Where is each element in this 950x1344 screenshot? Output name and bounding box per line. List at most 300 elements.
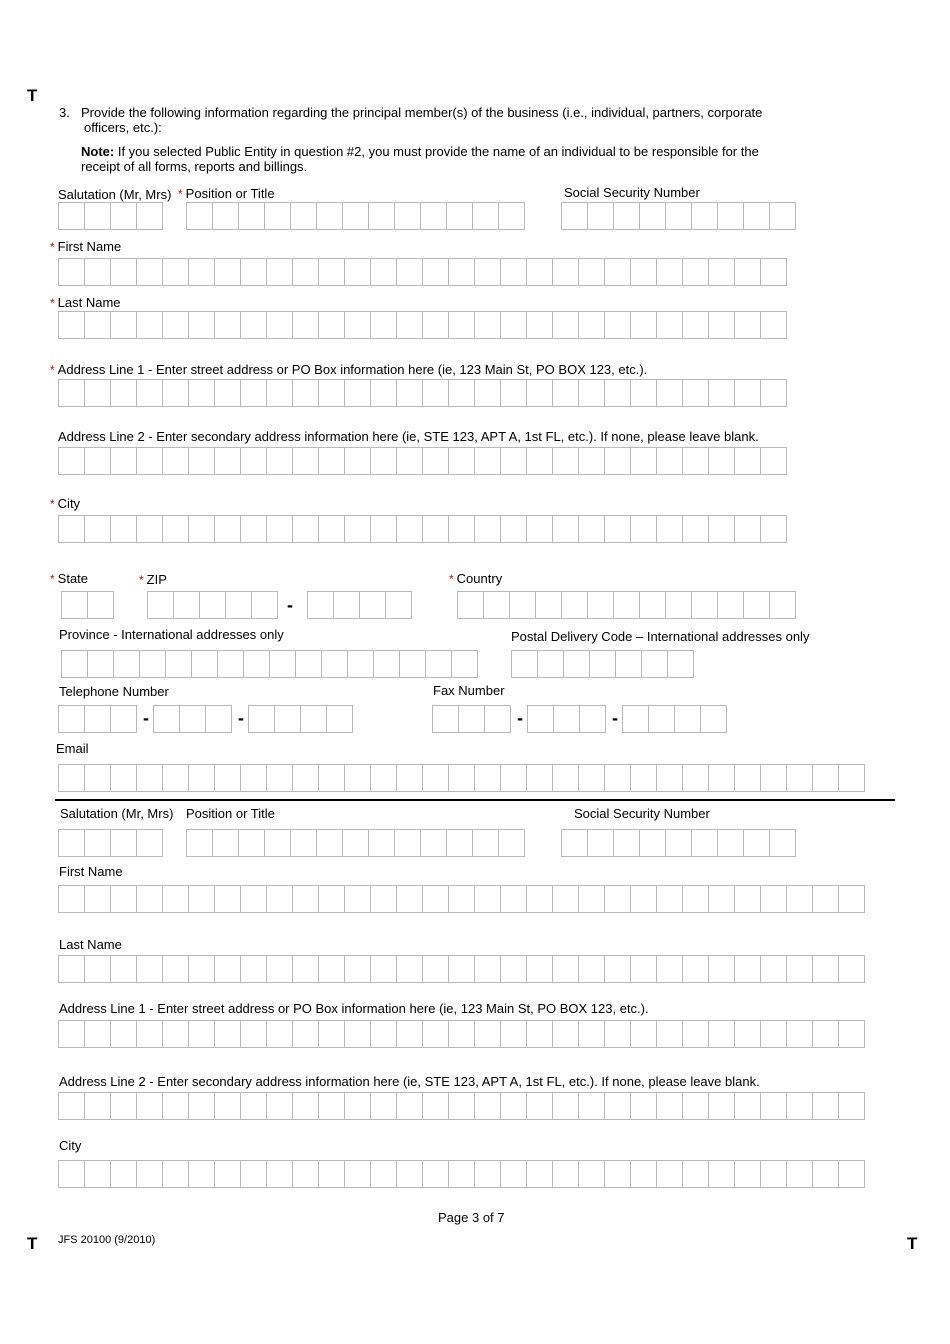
char-box[interactable] (295, 650, 322, 678)
char-box[interactable] (368, 202, 395, 230)
char-box[interactable] (760, 515, 787, 543)
char-box[interactable] (266, 311, 293, 339)
char-box[interactable] (630, 955, 657, 983)
char-box[interactable] (708, 1160, 735, 1188)
address-line2-field-2[interactable] (58, 1092, 864, 1120)
char-box[interactable] (656, 1020, 683, 1048)
char-box[interactable] (370, 311, 397, 339)
char-box[interactable] (604, 1092, 631, 1120)
char-box[interactable] (110, 764, 137, 792)
char-box[interactable] (448, 447, 475, 475)
country-field[interactable] (457, 591, 795, 619)
char-box[interactable] (630, 885, 657, 913)
char-box[interactable] (589, 650, 616, 678)
char-box[interactable] (292, 955, 319, 983)
char-box[interactable] (344, 955, 371, 983)
char-box[interactable] (734, 885, 761, 913)
char-box[interactable] (214, 379, 241, 407)
char-box[interactable] (552, 379, 579, 407)
telephone-line-field[interactable] (248, 705, 352, 733)
char-box[interactable] (136, 829, 163, 857)
char-box[interactable] (474, 1160, 501, 1188)
char-box[interactable] (604, 515, 631, 543)
char-box[interactable] (446, 829, 473, 857)
char-box[interactable] (425, 650, 452, 678)
char-box[interactable] (248, 705, 275, 733)
char-box[interactable] (396, 885, 423, 913)
salutation-field[interactable] (58, 202, 162, 230)
char-box[interactable] (162, 311, 189, 339)
char-box[interactable] (342, 829, 369, 857)
char-box[interactable] (370, 447, 397, 475)
char-box[interactable] (734, 764, 761, 792)
char-box[interactable] (812, 1092, 839, 1120)
char-box[interactable] (786, 1020, 813, 1048)
char-box[interactable] (500, 379, 527, 407)
char-box[interactable] (526, 1160, 553, 1188)
char-box[interactable] (136, 1160, 163, 1188)
char-box[interactable] (769, 829, 796, 857)
char-box[interactable] (708, 1020, 735, 1048)
char-box[interactable] (422, 764, 449, 792)
char-box[interactable] (448, 258, 475, 286)
char-box[interactable] (318, 258, 345, 286)
char-box[interactable] (136, 764, 163, 792)
char-box[interactable] (396, 1092, 423, 1120)
char-box[interactable] (58, 764, 85, 792)
char-box[interactable] (708, 885, 735, 913)
char-box[interactable] (84, 202, 111, 230)
char-box[interactable] (394, 829, 421, 857)
char-box[interactable] (58, 515, 85, 543)
char-box[interactable] (630, 311, 657, 339)
char-box[interactable] (613, 829, 640, 857)
char-box[interactable] (422, 515, 449, 543)
char-box[interactable] (838, 885, 865, 913)
char-box[interactable] (188, 1092, 215, 1120)
char-box[interactable] (691, 591, 718, 619)
char-box[interactable] (708, 311, 735, 339)
char-box[interactable] (457, 591, 484, 619)
position-field[interactable] (186, 202, 524, 230)
char-box[interactable] (511, 650, 538, 678)
char-box[interactable] (199, 591, 226, 619)
char-box[interactable] (552, 1020, 579, 1048)
char-box[interactable] (786, 1092, 813, 1120)
char-box[interactable] (316, 202, 343, 230)
char-box[interactable] (110, 829, 137, 857)
char-box[interactable] (613, 202, 640, 230)
char-box[interactable] (58, 705, 85, 733)
char-box[interactable] (214, 764, 241, 792)
city-field-2[interactable] (58, 1160, 864, 1188)
char-box[interactable] (292, 1020, 319, 1048)
char-box[interactable] (812, 955, 839, 983)
char-box[interactable] (708, 379, 735, 407)
char-box[interactable] (448, 515, 475, 543)
char-box[interactable] (656, 1160, 683, 1188)
char-box[interactable] (760, 764, 787, 792)
char-box[interactable] (578, 1092, 605, 1120)
char-box[interactable] (58, 829, 85, 857)
char-box[interactable] (179, 705, 206, 733)
char-box[interactable] (136, 379, 163, 407)
char-box[interactable] (188, 1020, 215, 1048)
char-box[interactable] (292, 515, 319, 543)
char-box[interactable] (214, 1160, 241, 1188)
char-box[interactable] (656, 955, 683, 983)
char-box[interactable] (474, 515, 501, 543)
char-box[interactable] (604, 447, 631, 475)
char-box[interactable] (552, 311, 579, 339)
char-box[interactable] (578, 885, 605, 913)
char-box[interactable] (760, 955, 787, 983)
char-box[interactable] (396, 379, 423, 407)
char-box[interactable] (188, 1160, 215, 1188)
char-box[interactable] (656, 515, 683, 543)
char-box[interactable] (214, 447, 241, 475)
char-box[interactable] (448, 764, 475, 792)
char-box[interactable] (526, 764, 553, 792)
char-box[interactable] (136, 955, 163, 983)
char-box[interactable] (682, 955, 709, 983)
char-box[interactable] (484, 705, 511, 733)
char-box[interactable] (760, 1020, 787, 1048)
char-box[interactable] (838, 1020, 865, 1048)
char-box[interactable] (188, 764, 215, 792)
char-box[interactable] (526, 885, 553, 913)
char-box[interactable] (292, 447, 319, 475)
char-box[interactable] (370, 955, 397, 983)
char-box[interactable] (58, 955, 85, 983)
char-box[interactable] (743, 202, 770, 230)
char-box[interactable] (838, 764, 865, 792)
last-name-field-2[interactable] (58, 955, 864, 983)
char-box[interactable] (110, 885, 137, 913)
char-box[interactable] (212, 202, 239, 230)
char-box[interactable] (344, 1160, 371, 1188)
char-box[interactable] (422, 1160, 449, 1188)
char-box[interactable] (769, 591, 796, 619)
char-box[interactable] (578, 447, 605, 475)
ssn-field[interactable] (561, 202, 795, 230)
char-box[interactable] (552, 1092, 579, 1120)
char-box[interactable] (292, 764, 319, 792)
char-box[interactable] (318, 379, 345, 407)
zip-plus4-field[interactable] (307, 591, 411, 619)
address-line1-field[interactable] (58, 379, 786, 407)
char-box[interactable] (162, 1092, 189, 1120)
char-box[interactable] (656, 258, 683, 286)
char-box[interactable] (500, 1092, 527, 1120)
char-box[interactable] (422, 311, 449, 339)
char-box[interactable] (665, 202, 692, 230)
char-box[interactable] (318, 515, 345, 543)
char-box[interactable] (561, 591, 588, 619)
char-box[interactable] (552, 515, 579, 543)
char-box[interactable] (84, 258, 111, 286)
char-box[interactable] (58, 447, 85, 475)
char-box[interactable] (370, 885, 397, 913)
char-box[interactable] (578, 764, 605, 792)
char-box[interactable] (786, 764, 813, 792)
char-box[interactable] (58, 311, 85, 339)
char-box[interactable] (188, 447, 215, 475)
address-line2-field[interactable] (58, 447, 786, 475)
char-box[interactable] (399, 650, 426, 678)
char-box[interactable] (535, 591, 562, 619)
char-box[interactable] (110, 1020, 137, 1048)
char-box[interactable] (300, 705, 327, 733)
char-box[interactable] (396, 258, 423, 286)
char-box[interactable] (136, 258, 163, 286)
char-box[interactable] (630, 515, 657, 543)
char-box[interactable] (162, 955, 189, 983)
char-box[interactable] (214, 885, 241, 913)
char-box[interactable] (205, 705, 232, 733)
char-box[interactable] (700, 705, 727, 733)
char-box[interactable] (500, 258, 527, 286)
char-box[interactable] (240, 258, 267, 286)
char-box[interactable] (318, 311, 345, 339)
char-box[interactable] (682, 379, 709, 407)
char-box[interactable] (136, 885, 163, 913)
char-box[interactable] (251, 591, 278, 619)
char-box[interactable] (396, 447, 423, 475)
char-box[interactable] (630, 447, 657, 475)
char-box[interactable] (188, 885, 215, 913)
char-box[interactable] (604, 311, 631, 339)
char-box[interactable] (266, 258, 293, 286)
char-box[interactable] (110, 705, 137, 733)
fax-area-code-field[interactable] (432, 705, 510, 733)
char-box[interactable] (526, 1092, 553, 1120)
char-box[interactable] (474, 1092, 501, 1120)
char-box[interactable] (214, 515, 241, 543)
char-box[interactable] (110, 258, 137, 286)
char-box[interactable] (691, 202, 718, 230)
char-box[interactable] (708, 447, 735, 475)
char-box[interactable] (84, 311, 111, 339)
char-box[interactable] (370, 515, 397, 543)
char-box[interactable] (615, 650, 642, 678)
char-box[interactable] (344, 311, 371, 339)
char-box[interactable] (214, 311, 241, 339)
salutation-field-2[interactable] (58, 829, 162, 857)
position-field-2[interactable] (186, 829, 524, 857)
char-box[interactable] (188, 258, 215, 286)
char-box[interactable] (682, 764, 709, 792)
char-box[interactable] (472, 202, 499, 230)
char-box[interactable] (579, 705, 606, 733)
char-box[interactable] (622, 705, 649, 733)
char-box[interactable] (326, 705, 353, 733)
char-box[interactable] (500, 1160, 527, 1188)
char-box[interactable] (274, 705, 301, 733)
char-box[interactable] (451, 650, 478, 678)
char-box[interactable] (458, 705, 485, 733)
char-box[interactable] (674, 705, 701, 733)
char-box[interactable] (396, 311, 423, 339)
char-box[interactable] (373, 650, 400, 678)
char-box[interactable] (474, 885, 501, 913)
char-box[interactable] (812, 1020, 839, 1048)
char-box[interactable] (422, 955, 449, 983)
char-box[interactable] (734, 955, 761, 983)
char-box[interactable] (243, 650, 270, 678)
char-box[interactable] (641, 650, 668, 678)
char-box[interactable] (292, 1092, 319, 1120)
char-box[interactable] (110, 1160, 137, 1188)
char-box[interactable] (240, 447, 267, 475)
char-box[interactable] (786, 955, 813, 983)
char-box[interactable] (84, 955, 111, 983)
char-box[interactable] (84, 379, 111, 407)
char-box[interactable] (136, 515, 163, 543)
char-box[interactable] (717, 202, 744, 230)
char-box[interactable] (58, 258, 85, 286)
char-box[interactable] (639, 591, 666, 619)
char-box[interactable] (578, 258, 605, 286)
char-box[interactable] (162, 885, 189, 913)
char-box[interactable] (708, 515, 735, 543)
char-box[interactable] (667, 650, 694, 678)
char-box[interactable] (527, 705, 554, 733)
char-box[interactable] (717, 591, 744, 619)
char-box[interactable] (639, 202, 666, 230)
char-box[interactable] (509, 591, 536, 619)
char-box[interactable] (587, 591, 614, 619)
char-box[interactable] (110, 515, 137, 543)
char-box[interactable] (84, 1160, 111, 1188)
char-box[interactable] (191, 650, 218, 678)
char-box[interactable] (316, 829, 343, 857)
char-box[interactable] (760, 1160, 787, 1188)
char-box[interactable] (58, 1092, 85, 1120)
char-box[interactable] (717, 829, 744, 857)
char-box[interactable] (396, 515, 423, 543)
char-box[interactable] (743, 829, 770, 857)
char-box[interactable] (734, 447, 761, 475)
char-box[interactable] (537, 650, 564, 678)
char-box[interactable] (110, 955, 137, 983)
char-box[interactable] (344, 1020, 371, 1048)
char-box[interactable] (318, 447, 345, 475)
char-box[interactable] (318, 1160, 345, 1188)
char-box[interactable] (665, 591, 692, 619)
char-box[interactable] (656, 379, 683, 407)
char-box[interactable] (561, 829, 588, 857)
char-box[interactable] (420, 202, 447, 230)
char-box[interactable] (162, 764, 189, 792)
char-box[interactable] (87, 591, 114, 619)
char-box[interactable] (526, 955, 553, 983)
char-box[interactable] (136, 1092, 163, 1120)
char-box[interactable] (290, 829, 317, 857)
char-box[interactable] (240, 1092, 267, 1120)
char-box[interactable] (448, 1020, 475, 1048)
char-box[interactable] (396, 1020, 423, 1048)
char-box[interactable] (682, 447, 709, 475)
char-box[interactable] (318, 885, 345, 913)
char-box[interactable] (587, 829, 614, 857)
char-box[interactable] (84, 764, 111, 792)
char-box[interactable] (500, 955, 527, 983)
char-box[interactable] (448, 1092, 475, 1120)
char-box[interactable] (474, 311, 501, 339)
email-field[interactable] (58, 764, 864, 792)
char-box[interactable] (474, 379, 501, 407)
char-box[interactable] (136, 311, 163, 339)
char-box[interactable] (578, 311, 605, 339)
char-box[interactable] (58, 885, 85, 913)
char-box[interactable] (264, 829, 291, 857)
char-box[interactable] (292, 258, 319, 286)
city-field[interactable] (58, 515, 786, 543)
char-box[interactable] (214, 258, 241, 286)
char-box[interactable] (238, 829, 265, 857)
char-box[interactable] (136, 202, 163, 230)
zip-field[interactable] (147, 591, 277, 619)
char-box[interactable] (61, 591, 88, 619)
char-box[interactable] (734, 515, 761, 543)
char-box[interactable] (760, 447, 787, 475)
char-box[interactable] (58, 1020, 85, 1048)
char-box[interactable] (604, 258, 631, 286)
char-box[interactable] (240, 955, 267, 983)
char-box[interactable] (553, 705, 580, 733)
char-box[interactable] (769, 202, 796, 230)
char-box[interactable] (760, 258, 787, 286)
char-box[interactable] (347, 650, 374, 678)
char-box[interactable] (318, 955, 345, 983)
char-box[interactable] (500, 447, 527, 475)
char-box[interactable] (604, 885, 631, 913)
char-box[interactable] (474, 955, 501, 983)
char-box[interactable] (139, 650, 166, 678)
char-box[interactable] (266, 515, 293, 543)
char-box[interactable] (385, 591, 412, 619)
char-box[interactable] (656, 885, 683, 913)
char-box[interactable] (266, 1160, 293, 1188)
state-field[interactable] (61, 591, 113, 619)
char-box[interactable] (266, 1092, 293, 1120)
char-box[interactable] (691, 829, 718, 857)
fax-prefix-field[interactable] (527, 705, 605, 733)
char-box[interactable] (240, 885, 267, 913)
char-box[interactable] (682, 1160, 709, 1188)
char-box[interactable] (604, 1020, 631, 1048)
char-box[interactable] (162, 447, 189, 475)
char-box[interactable] (734, 1020, 761, 1048)
first-name-field[interactable] (58, 258, 786, 286)
char-box[interactable] (734, 1160, 761, 1188)
char-box[interactable] (188, 379, 215, 407)
char-box[interactable] (344, 764, 371, 792)
char-box[interactable] (760, 379, 787, 407)
char-box[interactable] (526, 447, 553, 475)
char-box[interactable] (760, 885, 787, 913)
char-box[interactable] (656, 311, 683, 339)
char-box[interactable] (217, 650, 244, 678)
char-box[interactable] (552, 955, 579, 983)
char-box[interactable] (292, 1160, 319, 1188)
char-box[interactable] (587, 202, 614, 230)
char-box[interactable] (292, 885, 319, 913)
char-box[interactable] (84, 447, 111, 475)
char-box[interactable] (578, 1160, 605, 1188)
char-box[interactable] (240, 379, 267, 407)
